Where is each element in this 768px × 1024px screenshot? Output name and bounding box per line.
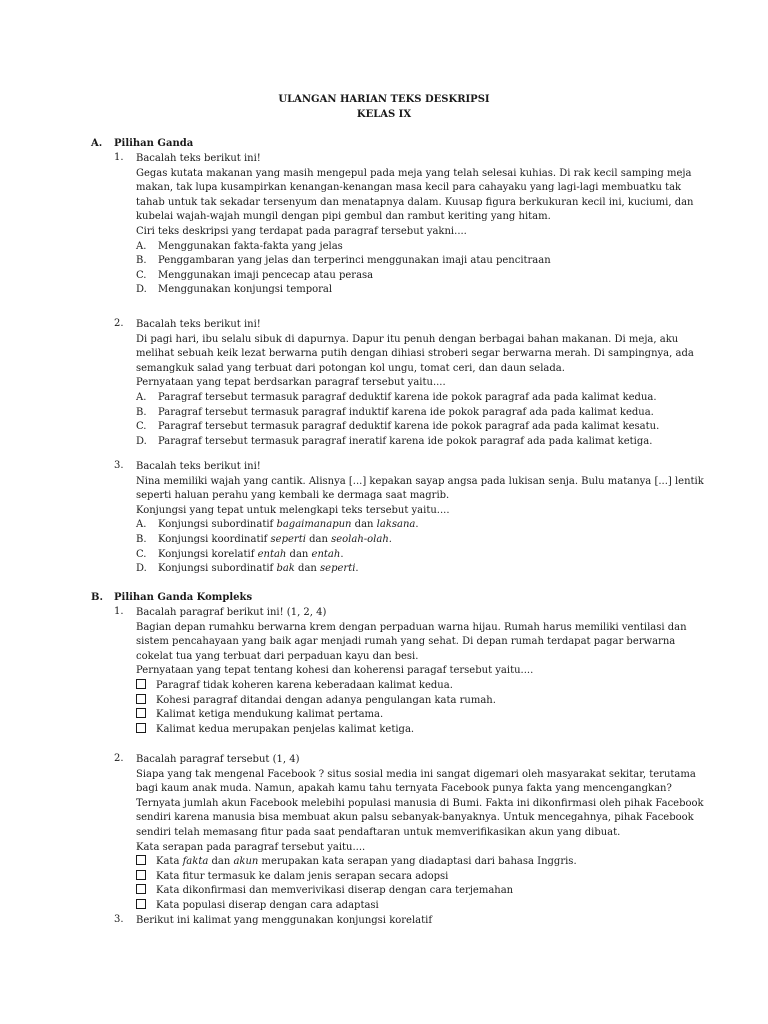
option-text: . (388, 533, 392, 545)
question-instruction: Bacalah paragraf tersebut (1, 4) (136, 754, 300, 765)
option-italic-word: fakta (182, 856, 209, 868)
answer-option[interactable] (136, 420, 694, 435)
question-number: 3. (114, 460, 124, 471)
option-letter: D. (136, 284, 147, 296)
passage-line: cokelat tua yang terbuat dari perpaduan kayu dan besi. (136, 650, 419, 662)
answer-option[interactable] (136, 254, 694, 269)
checkbox-icon[interactable] (136, 899, 146, 909)
question-a3 (114, 460, 704, 577)
answer-option[interactable] (136, 283, 694, 298)
question-instruction: Bacalah teks berikut ini! (136, 319, 261, 330)
question-number: 2. (114, 753, 124, 764)
section-letter: B. (91, 592, 103, 603)
option-text: Konjungsi subordinatif (158, 563, 277, 575)
option-text: Kata populasi diserap dengan cara adaptasi (156, 899, 379, 911)
option-text: Konjungsi subordinatif (158, 519, 277, 531)
option-text: Paragraf tersebut termasuk paragraf ineratif karena ide pokok paragraf ada pada kalimat ketiga. (158, 435, 653, 447)
question-b3 (114, 914, 694, 929)
option-text: dan (286, 548, 312, 560)
option-text: Menggunakan fakta-fakta yang jelas (158, 240, 343, 252)
option-letter: A. (136, 519, 147, 531)
option-italic-word: seperti (270, 533, 306, 545)
option-text: Kata dikonfirmasi dan memverivikasi diserap dengan cara terjemahan (156, 885, 514, 897)
option-letter: D. (136, 435, 147, 447)
question-a1 (114, 152, 694, 298)
passage-line: kubelai wajah-wajah mungil dengan pipi gembul dan rambut keriting yang hitam. (136, 211, 551, 223)
passage-line: sendiri telah memasang fitur pada saat pendaftaran untuk memverifikasikan akun yang dibuat. (136, 826, 621, 838)
answer-option[interactable] (136, 548, 694, 563)
option-text: dan (351, 519, 377, 531)
question-instruction: Bacalah teks berikut ini! (136, 461, 261, 472)
passage-line: Bagian depan rumahku berwarna krem dengan perpaduan warna hijau. Rumah harus memiliki ventilasi dan (136, 621, 687, 633)
option-letter: C. (136, 421, 147, 433)
checkbox-icon[interactable] (136, 679, 146, 689)
option-letter: B. (136, 533, 147, 545)
option-text: Kata fitur termasuk ke dalam jenis serapan secara adopsi (156, 870, 449, 882)
passage-line: Nina memiliki wajah yang cantik. Alisnya [...] kepakan sayap angsa pada lukisan senja. Bulu matanya [...] lentik (136, 475, 704, 487)
checkbox-option[interactable] (136, 694, 694, 709)
passage-line: Ternyata jumlah akun Facebook melebihi populasi manusia di Bumi. Fakta ini dikonfirmasi oleh pihak Facebook (136, 797, 704, 809)
option-text: Menggunakan imaji pencecap atau perasa (158, 269, 374, 281)
checkbox-option[interactable] (136, 708, 694, 723)
option-text: dan (294, 563, 321, 575)
passage-line: tahab untuk tak sekadar tersenyum dan menatapnya dalam. Kuusap figura berkukuran kecil ini, kuciumi, dan (136, 196, 694, 208)
question-prompt: Konjungsi yang tepat untuk melengkapi teks tersebut yaitu.... (136, 504, 450, 516)
question-instruction: Bacalah paragraf berikut ini! (1, 2, 4) (136, 607, 327, 618)
section-title: Pilihan Ganda Kompleks (114, 592, 253, 603)
checkbox-icon[interactable] (136, 694, 146, 704)
question-b2 (114, 753, 704, 914)
answer-option[interactable] (136, 391, 694, 406)
option-italic-word: bak (276, 563, 295, 575)
option-letter: B. (136, 406, 147, 418)
question-instruction: Bacalah teks berikut ini! (136, 153, 261, 164)
option-text: Kalimat kedua merupakan penjelas kalimat ketiga. (156, 723, 415, 735)
passage-line: sistem pencahayaan yang baik agar menjadi rumah yang sehat. Di depan rumah terdapat pagar berwarna (136, 636, 676, 648)
option-text: Kalimat ketiga mendukung kalimat pertama. (156, 709, 384, 721)
question-prompt: Pernyataan yang tepat tentang kohesi dan koherensi paragaf tersebut yaitu.... (136, 665, 534, 677)
section-letter: A. (91, 138, 103, 149)
option-text: . (355, 563, 359, 575)
passage-line: Gegas kutata makanan yang masih mengepul pada meja yang telah selesai kuhias. Di rak kecil samping meja (136, 167, 692, 179)
option-text: Paragraf tersebut termasuk paragraf induktif karena ide pokok paragraf ada pada kalimat kedua. (158, 406, 654, 418)
option-letter: C. (136, 269, 147, 281)
answer-option[interactable] (136, 562, 694, 577)
passage-line: sendiri karena manusia bisa membuat akun palsu sebanyak-banyaknya. Untuk mencegahnya, pihak Facebook (136, 812, 694, 824)
option-italic-word: seolah-olah (331, 533, 389, 545)
option-text: Kohesi paragraf ditandai dengan adanya pengulangan kata rumah. (156, 694, 496, 706)
question-number: 3. (114, 914, 124, 925)
option-text: merupakan kata serapan yang diadaptasi dari bahasa Inggris. (258, 856, 577, 868)
document-title: ULANGAN HARIAN TEKS DESKRIPSI (278, 94, 490, 105)
option-text: . (340, 548, 344, 560)
question-instruction: Berikut ini kalimat yang menggunakan konjungsi korelatif (136, 915, 433, 926)
section-title: Pilihan Ganda (114, 138, 194, 149)
section-b-heading (91, 592, 252, 603)
checkbox-option[interactable] (136, 899, 694, 914)
checkbox-icon[interactable] (136, 884, 146, 894)
option-italic-word: laksana (376, 519, 416, 531)
document-subtitle: KELAS IX (356, 109, 412, 120)
answer-option[interactable] (136, 406, 694, 421)
passage-line: Di pagi hari, ibu selalu sibuk di dapurnya. Dapur itu penuh dengan berbagai bahan makanan. Di meja, aku (136, 333, 679, 345)
option-letter: D. (136, 563, 147, 575)
passage-line: makan, tak lupa kusampirkan kenangan-kenangan masa kecil para cahayaku yang lagi-lagi membuatku tak (136, 182, 682, 194)
option-text: . (415, 519, 419, 531)
answer-option[interactable] (136, 269, 694, 284)
checkbox-option[interactable] (136, 884, 694, 899)
passage-line: Siapa yang tak mengenal Facebook ? situs sosial media ini sangat digemari oleh masyarakat sekitar, terutama (136, 768, 696, 780)
checkbox-option[interactable] (136, 723, 694, 738)
option-letter: B. (136, 255, 147, 267)
checkbox-option[interactable] (136, 870, 694, 885)
question-number: 2. (114, 318, 124, 329)
option-text: Paragraf tidak koheren karena keberadaan kalimat kedua. (156, 679, 453, 691)
passage-line: melihat sebuah keik lezat berwarna putih dengan dihiasi stroberi segar berwarna merah. Di sampingnya, ada (136, 348, 694, 360)
checkbox-icon[interactable] (136, 855, 146, 865)
passage-line: bagi kaum anak muda. Namun, apakah kamu tahu ternyata Facebook punya fakta yang mencengangkan? (136, 783, 672, 795)
question-prompt: Pernyataan yang tepat berdsarkan paragraf tersebut yaitu.... (136, 377, 446, 389)
option-italic-word: entah (257, 548, 287, 560)
option-italic-word: seperti (320, 563, 356, 575)
option-italic-word: akun (233, 856, 259, 868)
checkbox-icon[interactable] (136, 723, 146, 733)
option-text: Paragraf tersebut termasuk paragraf deduktif karena ide pokok paragraf ada pada kalimat kesatu. (158, 421, 660, 433)
option-text: Kata (156, 856, 183, 868)
passage-line: semangkuk salad yang terbuat dari potongan kol ungu, tomat ceri, dan daun selada. (136, 362, 565, 374)
option-text: dan (305, 533, 332, 545)
option-text: Konjungsi koordinatif (158, 533, 271, 545)
checkbox-option[interactable] (136, 679, 694, 694)
answer-option[interactable] (136, 240, 694, 255)
question-a2 (114, 318, 694, 449)
option-text: Penggambaran yang jelas dan terperinci menggunakan imaji atau pencitraan (158, 255, 551, 267)
option-italic-word: entah (311, 548, 341, 560)
option-text: Menggunakan konjungsi temporal (158, 284, 333, 296)
answer-option[interactable] (136, 518, 694, 533)
answer-option[interactable] (136, 435, 694, 450)
answer-option[interactable] (136, 533, 694, 548)
option-italic-word: bagaimanapun (276, 519, 352, 531)
question-b1 (114, 606, 694, 737)
question-number: 1. (114, 606, 124, 617)
checkbox-icon[interactable] (136, 708, 146, 718)
option-letter: A. (136, 391, 147, 403)
question-prompt: Ciri teks deskripsi yang terdapat pada paragraf tersebut yakni.... (136, 225, 467, 237)
checkbox-icon[interactable] (136, 870, 146, 880)
option-text: Konjungsi korelatif (158, 548, 258, 560)
passage-line: seperti haluan perahu yang kembali ke dermaga saat magrib. (136, 490, 450, 502)
section-a-heading (91, 138, 193, 149)
checkbox-option[interactable] (136, 855, 694, 870)
option-letter: A. (136, 240, 147, 252)
question-number: 1. (114, 152, 124, 163)
option-letter: C. (136, 548, 147, 560)
question-prompt: Kata serapan pada paragraf tersebut yaitu.... (136, 841, 366, 853)
option-text: dan (208, 856, 234, 868)
option-text: Paragraf tersebut termasuk paragraf deduktif karena ide pokok paragraf ada pada kalimat kedua. (158, 391, 657, 403)
